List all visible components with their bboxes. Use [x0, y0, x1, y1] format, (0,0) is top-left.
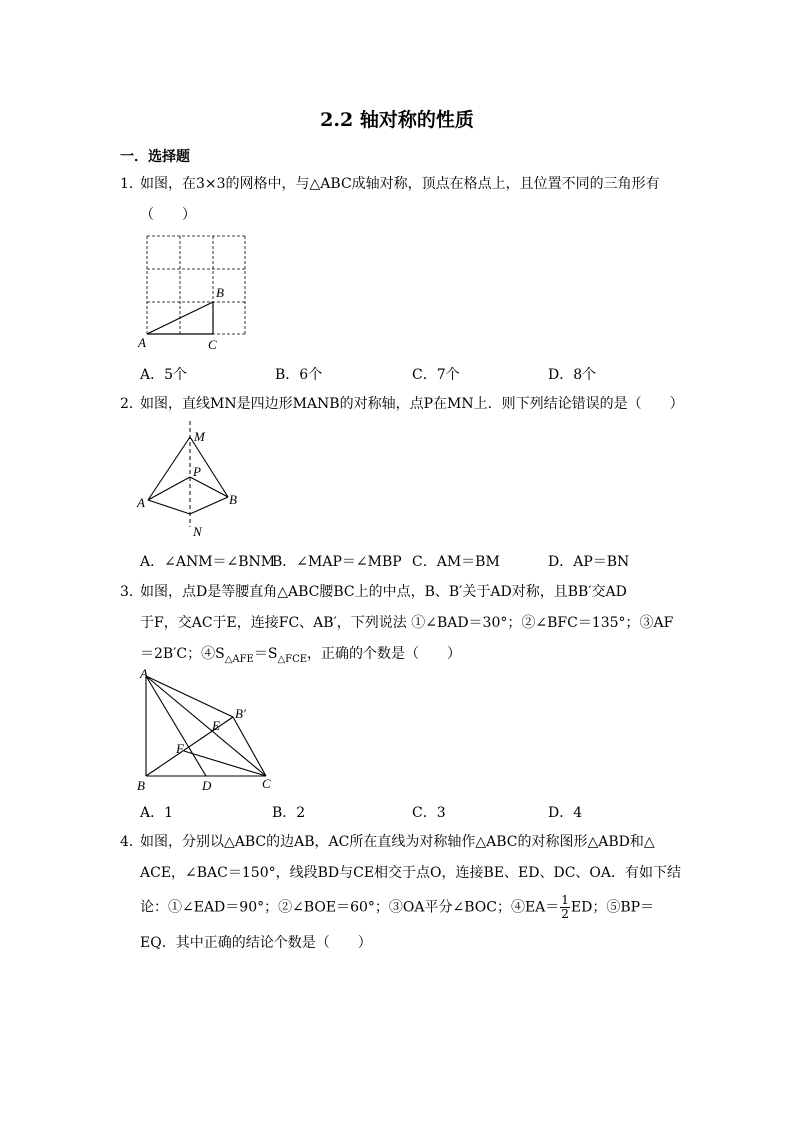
q4-fraction-denominator: 2	[561, 907, 569, 921]
q2-text-line1: 如图，直线MN是四边形MANB的对称轴，点P在MN上．则下列结论错误的是（ ）	[140, 396, 684, 412]
q3-triangle-figure	[132, 666, 282, 792]
q1-grid-figure	[135, 230, 255, 352]
q1-option-a[interactable]: A．5个	[140, 367, 188, 383]
q3-sub-afe: △AFE	[224, 653, 254, 665]
q3-segments	[146, 676, 266, 776]
q3-option-a[interactable]: A．1	[140, 805, 174, 821]
q3-label-e: E	[212, 718, 220, 733]
q3-option-b[interactable]: B．2	[272, 805, 306, 821]
q1-label-b: B	[216, 285, 224, 300]
q2-quadrilateral-figure	[135, 417, 250, 541]
q4-fraction-numerator: 1	[561, 893, 569, 907]
q2-option-c[interactable]: C．AM＝BM	[412, 554, 500, 570]
q4-text-line2: ACE，∠BAC＝150°，线段BD与CE相交于点O，连接BE、ED、DC、OA．有如下结	[140, 865, 682, 881]
q1-number: 1．	[120, 176, 143, 192]
q3-text-line1: 如图，点D是等腰直角△ABC腰BC上的中点，B、B′关于AD对称，且BB′交AD	[140, 584, 627, 600]
q1-option-d[interactable]: D．8个	[548, 367, 597, 383]
q4-text-line1: 如图，分别以△ABC的边AB，AC所在直线为对称轴作△ABC的对称图形△ABD和△	[140, 834, 655, 850]
grid-lines	[147, 236, 245, 334]
q3-text-line3b: ＝S	[253, 646, 278, 662]
q3-text-line3a: ＝2B′C；④S	[140, 646, 225, 662]
q4-text-line3	[140, 894, 654, 921]
q2-label-a: A	[137, 495, 145, 510]
q3-label-a: A	[140, 666, 148, 681]
q4-text-line4: EQ．其中正确的结论个数是（ ）	[140, 935, 372, 951]
q2-option-d[interactable]: D．AP＝BN	[548, 554, 630, 570]
q1-label-a: A	[138, 335, 146, 350]
q3-label-b-prime: B′	[235, 706, 246, 721]
q2-label-p: P	[193, 464, 201, 479]
q1-text-line2: （ ）	[140, 207, 196, 223]
q3-label-f: F	[176, 741, 184, 756]
q1-label-c: C	[208, 337, 217, 352]
section-heading: 一．选择题	[120, 149, 190, 165]
q3-number: 3．	[120, 584, 143, 600]
q1-option-c[interactable]: C．7个	[412, 367, 460, 383]
q3-sub-fce: △FCE	[277, 653, 308, 665]
q3-option-d[interactable]: D．4	[548, 805, 583, 821]
q2-option-a[interactable]: A．∠ANM＝∠BNM	[140, 554, 276, 570]
q4-text-line3b: ED；⑤BP＝	[570, 899, 655, 916]
q4-fraction-half	[560, 894, 570, 921]
q3-text-line3c: ，正确的个数是（ ）	[307, 646, 462, 662]
q4-text-line3a: 论：①∠EAD＝90°；②∠BOE＝60°；③OA平分∠BOC；④EA＝	[140, 899, 560, 916]
q3-label-c: C	[262, 776, 271, 791]
quadrilateral-manb	[148, 437, 228, 514]
q2-label-n: N	[193, 524, 202, 539]
q3-label-b: B	[137, 778, 145, 792]
q3-text-line2: 于F，交AC于E，连接FC、AB′，下列说法 ①∠BAD＝30°；②∠BFC＝135°；③AF	[140, 615, 674, 631]
page-title: 2.2 轴对称的性质	[320, 109, 474, 131]
q1-option-b[interactable]: B．6个	[275, 367, 323, 383]
q3-label-d: D	[202, 778, 212, 792]
q2-label-m: M	[194, 429, 205, 444]
q4-number: 4．	[120, 834, 143, 850]
q2-number: 2．	[120, 396, 143, 412]
q2-label-b: B	[229, 492, 237, 507]
q2-option-b[interactable]: B．∠MAP＝∠MBP	[272, 554, 402, 570]
q1-text-line1: 如图，在3×3的网格中，与△ABC成轴对称，顶点在格点上，且位置不同的三角形有	[140, 176, 660, 192]
q3-option-c[interactable]: C．3	[412, 805, 446, 821]
